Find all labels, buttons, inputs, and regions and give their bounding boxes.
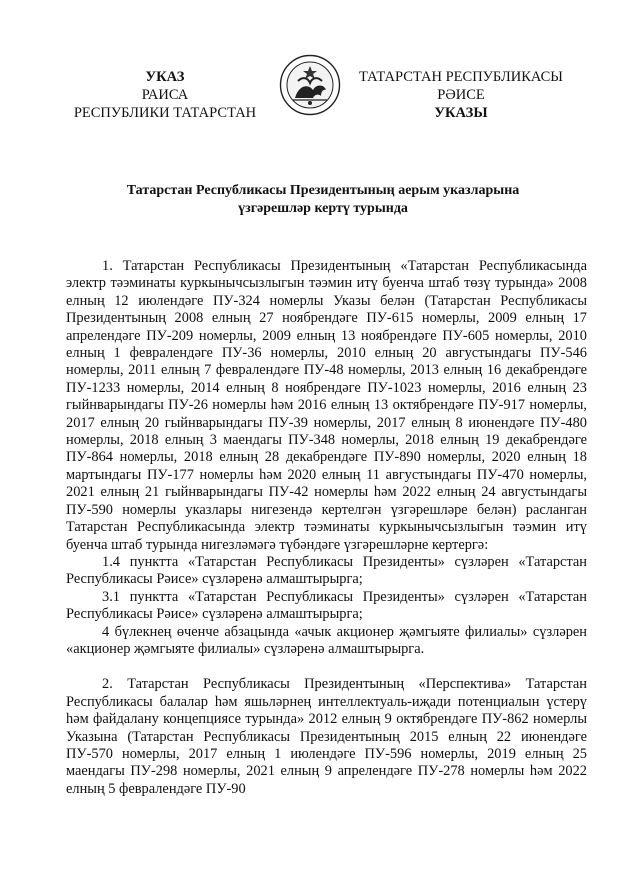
header-right-republic: ТАТАРСТАН РЕСПУБЛИКАСЫ — [359, 69, 563, 85]
document-title-line-2: үзгәрешләр кертү турында — [238, 201, 408, 216]
header-left-block — [60, 68, 270, 122]
header-left-subtitle: РАИСА — [141, 87, 189, 103]
paragraph-1-4: 1.4 пунктта «Татарстан Республикасы Президенты» сүзләрен «Татарстан Республикасы Рәисе» сүзләренә алмаштырырга; — [66, 553, 587, 588]
document-body — [66, 258, 587, 798]
header-left-republic: РЕСПУБЛИКИ ТАТАРСТАН — [73, 105, 257, 121]
coat-of-arms-icon — [279, 54, 341, 116]
document-title — [70, 182, 576, 218]
paragraph-1: 1. Татарстан Республикасы Президентының «Татарстан Республикасында электр тәэминаты куркынычсызлыгын тәэмин итү буенча штаб төзү турында» 2008 елның 12 июлендәге ПУ-324 номерлы Указы белән (Татарстан Республикасы Президентының 2008 елның 27 ноябрендәге ПУ-615 номерлы, 2009 елның 17 апрелендәге ПУ-209 номерлы, 2009 елның 13 ноябрендәге ПУ-605 номерлы, 2010 елның 1 февралендәге ПУ-36 номерлы, 2010 елның 20 августындагы ПУ-546 номерлы, 2011 елның 7 февралендәге ПУ-48 номерлы, 2013 елның 16 декабрендәге ПУ-1233 номерлы, 2014 елның 8 ноябрендәге ПУ-1023 номерлы, 2016 елның 23 гыйнварындагы ПУ-26 номерлы һәм 2016 елның 13 октябрендәге ПУ-917 номерлы, 2017 елның 20 гыйнварындагы ПУ-39 номерлы, 2017 елның 8 июнендәге ПУ-480 номерлы, 2018 елның 3 маендагы ПУ-348 номерлы, 2018 елның 19 декабрендәге ПУ-864 номерлы, 2018 елның 28 декабрендәге ПУ-890 номерлы, 2020 елның 18 мартындагы ПУ-177 номерлы һәм 2020 елның 11 августындагы ПУ-470 номерлы, 2021 елның 21 гыйнварындагы ПУ-42 номерлы һәм 2022 елның 24 августындагы ПУ-590 номерлы указлары нигезендә кертелгән үзгәрешләре белән) расланган Татарстан Республикасында электр тәэминаты куркынычсызлыгын тәэмин итү буенча штаб турында нигезләмәгә түбәндәге үзгәрешләрне кертергә: — [66, 258, 587, 553]
paragraph-section-4: 4 бүлекнең өченче абзацында «ачык акционер җәмгыяте филиалы» сүзләрен «акционер җәмгыяте филиалы» сүзләренә алмаштырырга. — [66, 623, 587, 657]
document-title-line-1: Татарстан Республикасы Президентының аерым указларына — [126, 183, 520, 198]
header-right-subtitle: РӘИСЕ — [437, 87, 485, 103]
header-right-block — [356, 68, 566, 122]
header-right-title: УКАЗЫ — [434, 105, 488, 121]
paragraph-2: 2. Татарстан Республикасы Президентының «Перспектива» Татарстан Республикасы балалар һәм яшьләрнең интеллектуаль-иҗади потенциалын үстерү һәм файдалану концепциясе турында» 2012 елның 9 октябрендәге ПУ-862 номерлы Указына (Татарстан Республикасы Президентының 2015 елның 22 июнендәге ПУ-570 номерлы, 2017 елның 1 июлендәге ПУ-596 номерлы, 2019 елның 25 маендагы ПУ-298 номерлы, 2021 елның 9 апрелендәге ПУ-278 номерлы һәм 2022 елның 5 февралендәге ПУ-90 — [66, 676, 587, 797]
paragraph-3-1: 3.1 пунктта «Татарстан Республикасы Президенты» сүзләрен «Татарстан Республикасы Рәисе» сүзләренә алмаштырырга; — [66, 588, 587, 623]
header-left-title: УКАЗ — [145, 69, 185, 85]
